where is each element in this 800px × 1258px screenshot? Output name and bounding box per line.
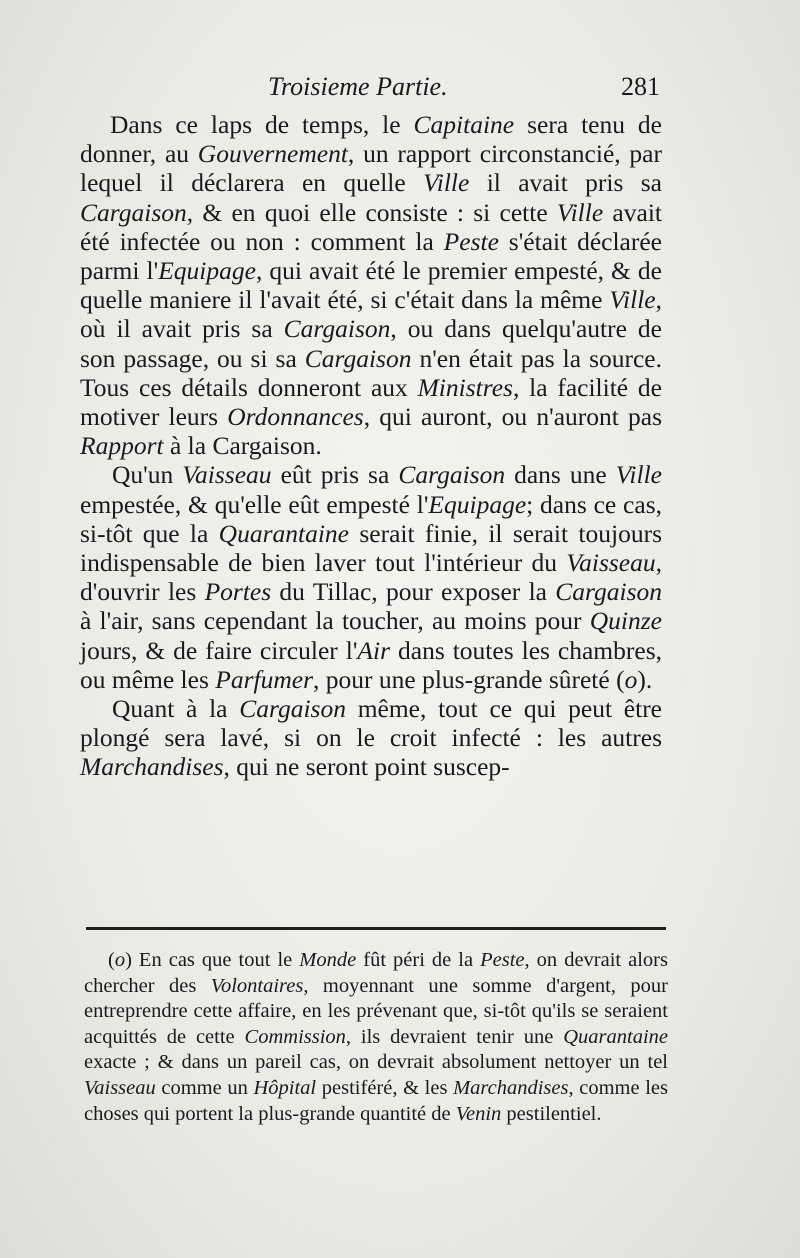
italic-term: Rapport <box>80 431 164 461</box>
text-run: , comme les choses qui portent la plus-grande quantité de <box>84 1076 668 1125</box>
text-run: , & en quoi elle consiste : si cette <box>186 197 557 227</box>
italic-term: Ville <box>615 460 662 490</box>
text-run: Quant à la <box>112 694 240 724</box>
italic-term: Capitaine <box>413 110 515 139</box>
paragraph <box>80 110 662 460</box>
text-run: ( <box>108 949 115 971</box>
text-run: exacte ; & dans un pareil cas, on devrait absolument nettoyer un tel <box>84 1051 668 1074</box>
italic-term: Cargaison <box>398 460 506 490</box>
text-run: dans toutes les chambres, ou même les <box>80 635 662 694</box>
italic-term: Commission <box>244 1025 346 1048</box>
italic-term: o <box>624 664 638 694</box>
text-run: , moyennant une somme d'argent, pour entreprendre cette affaire, en les prévenant que, si-tôt qu'ils se seraient acquittés de cette <box>84 974 668 1048</box>
text-run: ; dans ce cas, si-tôt que la <box>80 489 662 548</box>
text-run: dans une <box>505 460 616 490</box>
text-run: Dans ce laps de temps, le <box>110 110 414 139</box>
text-run: n'en était pas la source. Tous ces détails donneront aux <box>80 343 662 402</box>
italic-term: Equipage <box>428 489 527 519</box>
text-run: , on devrait alors chercher des <box>84 949 668 997</box>
italic-term: Volontaires <box>210 974 304 997</box>
text-run: , ou dans quelqu'autre de son passage, ou si sa <box>80 314 662 373</box>
italic-term: Equipage <box>158 256 256 286</box>
text-run: il avait pris sa <box>469 168 663 198</box>
text-run: serait finie, il serait toujours indispensable de bien laver tout l'intérieur du <box>80 518 662 578</box>
italic-term: Ordonnances <box>227 402 364 432</box>
italic-term: Hôpital <box>253 1076 317 1099</box>
main-text <box>80 110 662 782</box>
text-run: , ils devraient tenir une <box>345 1025 564 1048</box>
italic-term: Peste <box>480 949 525 971</box>
italic-term: Cargaison <box>239 694 346 724</box>
italic-term: Cargaison <box>80 197 187 227</box>
italic-term: Ministres <box>417 372 513 402</box>
text-run: , pour une plus-grande sûreté ( <box>313 664 625 694</box>
paragraph <box>80 460 662 694</box>
footnote-rule <box>86 927 666 930</box>
italic-term: Air <box>357 635 391 665</box>
text-run: , un rapport circonstancié, par lequel il déclarera en quelle <box>80 139 662 198</box>
text-run: à la Cargaison. <box>163 431 322 461</box>
italic-term: Quarantaine <box>218 518 349 548</box>
italic-term: Ville <box>423 168 470 198</box>
italic-term: Quinze <box>589 606 662 636</box>
italic-term: Ville <box>556 197 604 227</box>
italic-term: Venin <box>455 1102 502 1125</box>
text-run: comme un <box>155 1076 254 1099</box>
text-run: , d'ouvrir les <box>80 548 662 607</box>
text-run: , qui ne seront point suscep- <box>223 752 510 782</box>
text-run: fût péri de la <box>356 949 481 971</box>
italic-term: Ville <box>609 285 656 315</box>
italic-term: Parfumer <box>215 664 314 694</box>
italic-term: Vaisseau <box>84 1076 156 1099</box>
text-run: eût pris sa <box>271 460 399 490</box>
text-run: empestée, & qu'elle eût empesté l' <box>80 489 429 519</box>
text-run: , la facilité de motiver leurs <box>80 372 662 432</box>
text-run: , qui auront, ou n'auront pas <box>363 402 662 432</box>
page-header <box>268 72 660 108</box>
text-run: jours, & de faire circuler l' <box>80 635 358 665</box>
italic-term: Portes <box>204 577 272 607</box>
italic-term: Monde <box>299 949 357 971</box>
text-run: , qui avait été le premier empesté, & de quelle maniere il l'avait été, si c'était dans la même <box>80 256 662 315</box>
text-run: ) En cas que tout le <box>125 949 300 971</box>
italic-term: Marchandises <box>453 1076 569 1099</box>
text-run: ). <box>637 664 653 694</box>
running-title: Troisieme Partie. <box>268 72 448 101</box>
text-run: sera tenu de donner, au <box>80 110 662 169</box>
paragraph <box>80 694 662 782</box>
text-run: à l'air, sans cependant la toucher, au moins pour <box>80 606 590 636</box>
page-number: 281 <box>621 72 660 101</box>
italic-term: Cargaison <box>555 577 662 607</box>
italic-term: Vaisseau <box>566 548 656 578</box>
text-run: Qu'un <box>112 460 183 490</box>
text-run: pestilentiel. <box>501 1102 602 1125</box>
italic-term: Cargaison <box>283 314 391 344</box>
text-run: , où il avait pris sa <box>80 285 662 344</box>
footnote <box>84 948 668 1127</box>
italic-term: Quarantaine <box>563 1025 668 1048</box>
italic-term: Marchandises <box>80 752 224 782</box>
italic-term: o <box>114 949 126 971</box>
text-run: pestiféré, & les <box>316 1076 454 1099</box>
text-run: avait été infectée ou non : comment la <box>80 197 662 256</box>
text-run: s'était déclarée parmi l' <box>80 226 662 286</box>
italic-term: Gouvernement <box>197 139 348 169</box>
text-run: même, tout ce qui peut être plongé sera lavé, si on le croit infecté : les autres <box>80 694 662 753</box>
text-run: du Tillac, pour exposer la <box>271 577 556 607</box>
italic-term: Cargaison <box>304 343 412 373</box>
italic-term: Vaisseau <box>182 460 272 490</box>
italic-term: Peste <box>443 226 499 256</box>
